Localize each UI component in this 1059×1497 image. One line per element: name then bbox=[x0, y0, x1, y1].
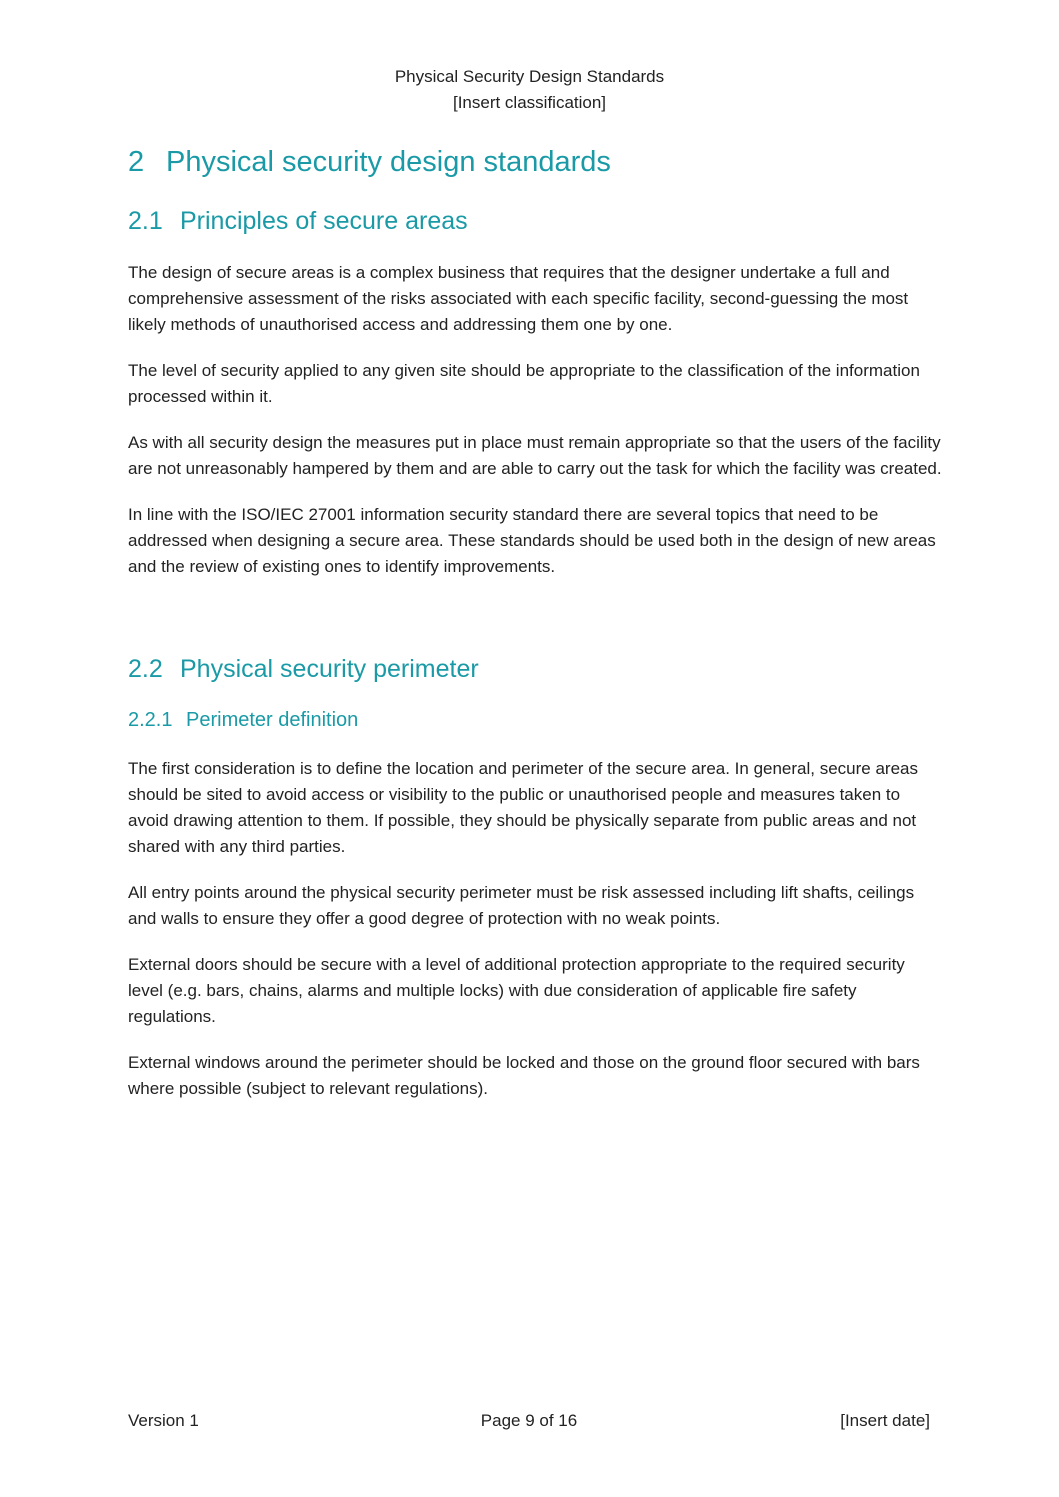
heading-number: 2 bbox=[128, 146, 145, 178]
page-content bbox=[128, 140, 943, 1102]
paragraph: External windows around the perimeter should be locked and those on the ground floor secured with bars where possible (subject to relevant regulations). bbox=[128, 1053, 920, 1098]
heading-number: 2.2 bbox=[128, 655, 163, 683]
heading-number: 2.2.1 bbox=[128, 709, 173, 731]
heading-section-2-1 bbox=[128, 204, 943, 238]
footer-version: Version 1 bbox=[128, 1411, 199, 1430]
heading-section-2-2 bbox=[128, 652, 943, 686]
heading-section-2-2-1 bbox=[128, 706, 943, 734]
heading-text: Perimeter definition bbox=[186, 709, 359, 731]
paragraph: External doors should be secure with a level of additional protection appropriate to the required security level (e.g. bars, chains, alarms and multiple locks) with due consideration of applicable fire safety regulations. bbox=[128, 955, 905, 1026]
heading-number: 2.1 bbox=[128, 207, 163, 235]
footer-page-number: Page 9 of 16 bbox=[480, 1411, 578, 1430]
paragraph: As with all security design the measures put in place must remain appropriate so that the users of the facility are not unreasonably hampered by them and are able to carry out the task for which the facility was created. bbox=[128, 433, 942, 478]
header-classification: [Insert classification] bbox=[452, 93, 607, 112]
paragraph: All entry points around the physical security perimeter must be risk assessed including lift shafts, ceilings and walls to ensure they offer a good degree of protection with no weak points. bbox=[128, 883, 915, 928]
paragraph: The first consideration is to define the location and perimeter of the secure area. In general, secure areas should be sited to avoid access or visibility to the public or unauthorised people and measures taken to avoid drawing attention to them. If possible, they should be physically separate from public areas and not shared with any third parties. bbox=[128, 759, 919, 856]
heading-text: Principles of secure areas bbox=[180, 207, 468, 235]
paragraph: The design of secure areas is a complex business that requires that the designer undertake a full and comprehensive assessment of the risks associated with each specific facility, second-guessing the most likely methods of unauthorised access and addressing them one by one. bbox=[128, 263, 909, 334]
heading-text: Physical security design standards bbox=[166, 146, 611, 178]
paragraph: The level of security applied to any given site should be appropriate to the classification of the information processed within it. bbox=[128, 361, 920, 406]
header-title: Physical Security Design Standards bbox=[394, 67, 665, 86]
heading-section-2 bbox=[128, 142, 943, 182]
heading-text: Physical security perimeter bbox=[180, 655, 479, 683]
page-header bbox=[0, 64, 1059, 116]
paragraph: In line with the ISO/IEC 27001 information security standard there are several topics that need to be addressed when designing a secure area. These standards should be used both in the design of new areas and the review of existing ones to identify improvements. bbox=[128, 505, 936, 576]
footer-date: [Insert date] bbox=[840, 1411, 930, 1430]
